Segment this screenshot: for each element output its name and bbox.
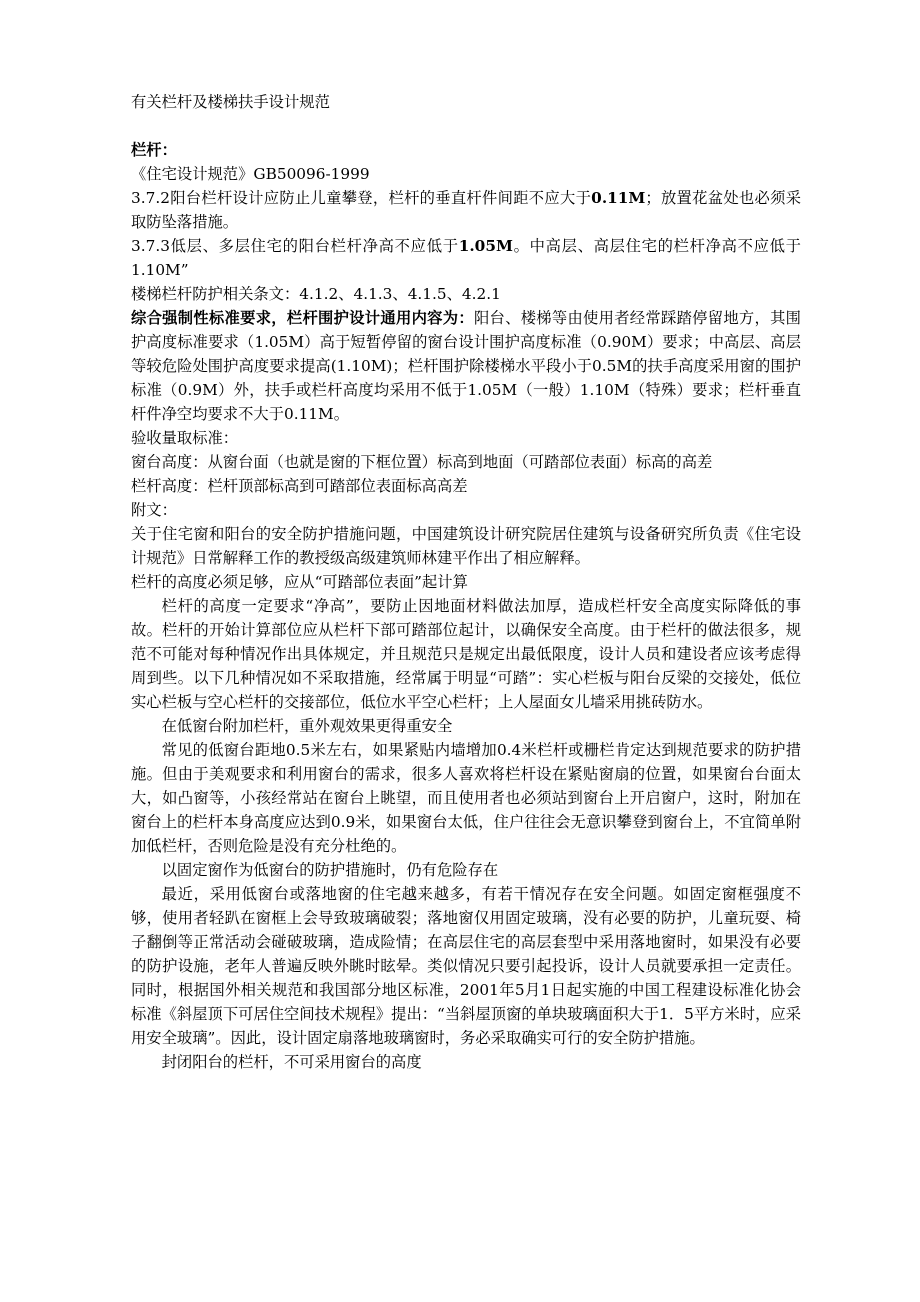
- clause-3-7-2-text: 3.7.2阳台栏杆设计应防止儿童攀登，栏杆的垂直杆件间距不应大于: [131, 189, 592, 207]
- clause-3-7-2-value: 0.11M: [591, 189, 646, 207]
- mandatory-text: 阳台、楼梯等由使用者经常踩踏停留地方，其围护高度标准要求（1.05M）高于短暂停留的窗台设计围护高度标准（0.90M）要求；中高层、高层等较危险处围护高度要求提高(1.10M)；栏杆围护除楼梯水平段小于0.5M的扶手高度采用窗的围护标准（0.9M）外，扶手或栏杆高度均采用不低于1.05M（一般）1.10M（特殊）要求；栏杆垂直杆件净空均要求不大于0.11M。: [131, 309, 801, 423]
- railing-height-definition: 栏杆高度：栏杆顶部标高到可踏部位表面标高高差: [131, 477, 468, 495]
- section-heading-railing: 栏杆：: [131, 141, 177, 159]
- code-reference: 《住宅设计规范》GB50096-1999: [131, 165, 370, 183]
- clause-3-7-2: [131, 186, 801, 234]
- subsection-1-body: 栏杆的高度一定要求“净高”，要防止因地面材料做法加厚，造成栏杆安全高度实际降低的事故。栏杆的开始计算部位应从栏杆下部可踏部位起计，以确保安全高度。由于栏杆的做法很多，规范不可能对每种情况作出具体规定，并且规范只是规定出最低限度，设计人员和建设者应该考虑得周到些。以下几种情况如不采取措施，经常属于明显“可踏”：实心栏板与阳台反梁的交接处，低位实心栏板与空心栏杆的交接部位，低位水平空心栏杆；上人屋面女儿墙采用挑砖防水。: [131, 597, 801, 711]
- appendix-intro: 关于住宅窗和阳台的安全防护措施问题，中国建筑设计研究院居住建筑与设备研究所负责《住宅设计规范》日常解释工作的教授级高级建筑师林建平作出了相应解释。: [131, 525, 801, 567]
- subsection-1-heading: 栏杆的高度必须足够，应从“可踏部位表面”起计算: [131, 573, 468, 591]
- clause-3-7-3-text-end: 。中高层、高层住宅的栏杆净高不应低于1.10M”: [131, 237, 801, 279]
- sill-height-definition: 窗台高度：从窗台面（也就是窗的下框位置）标高到地面（可踏部位表面）标高的高差: [131, 453, 713, 471]
- mandatory-requirements: [131, 306, 801, 426]
- mandatory-label: 综合强制性标准要求，栏杆围护设计通用内容为：: [131, 309, 474, 327]
- clause-3-7-3: [131, 234, 801, 282]
- subsection-2-body: 常见的低窗台距地0.5米左右，如果紧贴内墙增加0.4米栏杆或栅栏肯定达到规范要求的防护措施。但由于美观要求和利用窗台的需求，很多人喜欢将栏杆设在紧贴窗扇的位置，如果窗台台面太大，如凸窗等，小孩经常站在窗台上眺望，而且使用者也必须站到窗台上开启窗户，这时，附加在窗台上的栏杆本身高度应达到0.9米，如果窗台太低，住户往往会无意识攀登到窗台上，不宜简单附加低栏杆，否则危险是没有充分杜绝的。: [131, 741, 801, 855]
- document-title: 有关栏杆及楼梯扶手设计规范: [131, 93, 330, 111]
- acceptance-heading: 验收量取标准：: [131, 429, 239, 447]
- clause-3-7-3-value: 1.05M: [458, 237, 513, 255]
- subsection-3-body: 最近，采用低窗台或落地窗的住宅越来越多，有若干情况存在安全问题。如固定窗框强度不够，使用者轻趴在窗框上会导致玻璃破裂；落地窗仅用固定玻璃，没有必要的防护，儿童玩耍、椅子翻倒等正常活动会碰破玻璃，造成险情；在高层住宅的高层套型中采用落地窗时，如果没有必要的防护设施，老年人普遍反映外眺时眩晕。类似情况只要引起投诉，设计人员就要承担一定责任。同时，根据国外相关规范和我国部分地区标准，2001年5月1日起实施的中国工程建设标准化协会标准《斜屋顶下可居住空间技术规程》提出：“当斜屋顶窗的单块玻璃面积大于1．5平方米时，应采用安全玻璃”。因此，设计固定扇落地玻璃窗时，务必采取确实可行的安全防护措施。: [131, 885, 801, 1047]
- subsection-3-heading: 以固定窗作为低窗台的防护措施时，仍有危险存在: [161, 861, 499, 879]
- clause-3-7-2-text-end: ；放置花盆处也必须采取防坠落措施。: [131, 189, 801, 231]
- clause-3-7-3-text: 3.7.3低层、多层住宅的阳台栏杆净高不应低于: [131, 237, 459, 255]
- subsection-2-heading: 在低窗台附加栏杆，重外观效果更得重安全: [161, 717, 453, 735]
- stair-clauses: 楼梯栏杆防护相关条文：4.1.2、4.1.3、4.1.5、4.2.1: [131, 285, 501, 303]
- appendix-heading: 附文：: [131, 501, 177, 519]
- subsection-4-heading: 封闭阳台的栏杆，不可采用窗台的高度: [161, 1053, 422, 1071]
- document-body: [131, 90, 801, 1074]
